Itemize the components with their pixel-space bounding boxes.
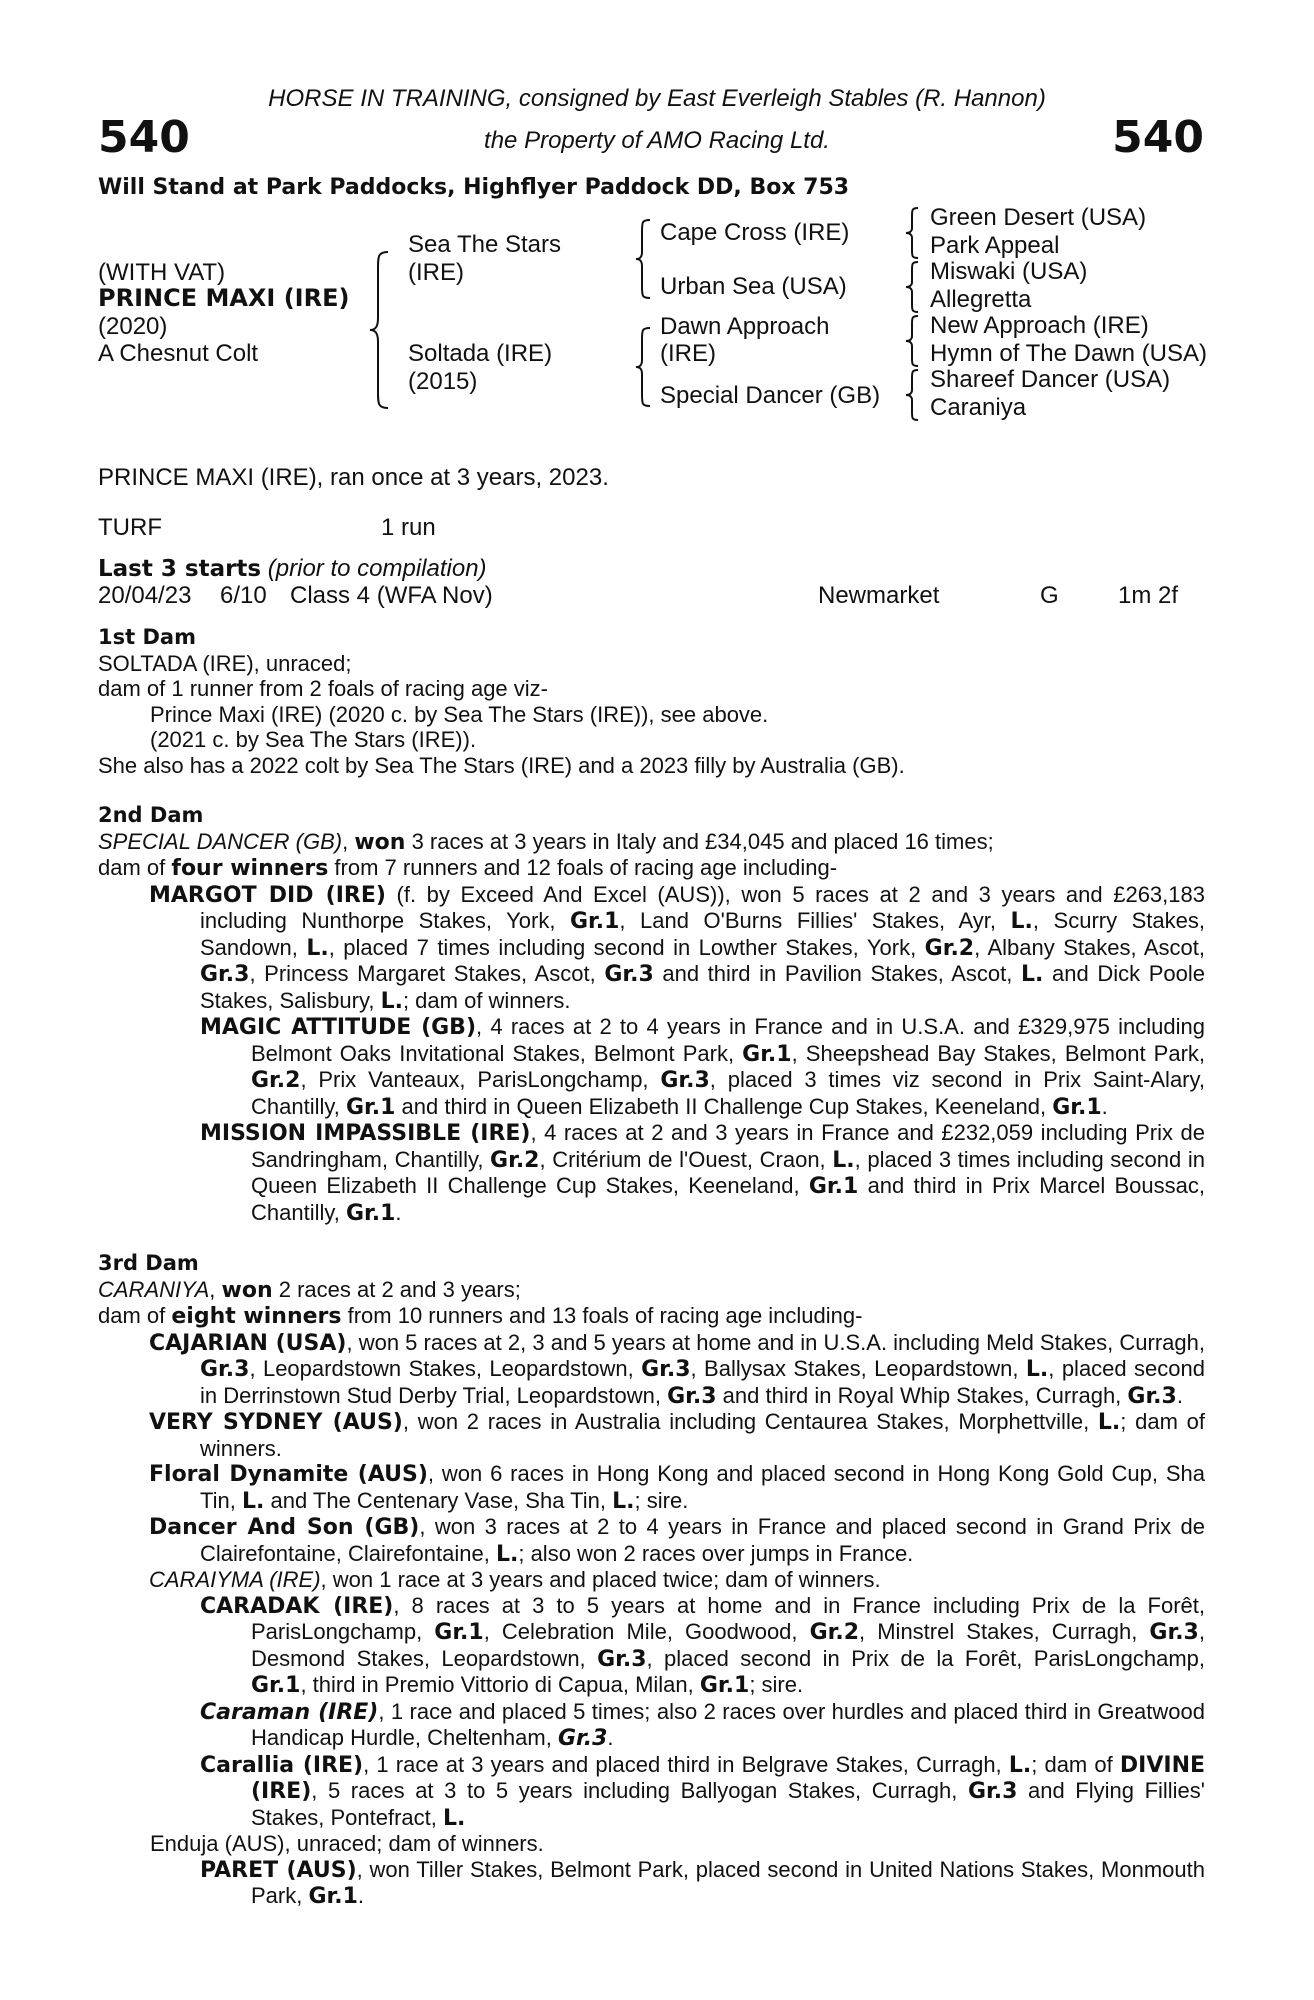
progeny-entry: VERY SYDNEY (AUS), won 2 races in Australia including Centaurea Stakes, Morphettville, L.; dam of winners.: [149, 1409, 1206, 1461]
ancestor-6: Hymn of The Dawn (USA): [930, 340, 1207, 367]
dam-sire-line1: Dawn Approach: [660, 313, 830, 340]
start-distance: 1m 2f: [1118, 582, 1179, 609]
g-brace-2-icon: [904, 260, 920, 314]
property-line: the Property of AMO Racing Ltd.: [484, 127, 830, 154]
lot-number-left: 540: [98, 112, 190, 163]
sire-dam: Urban Sea (USA): [660, 273, 847, 300]
dam-line1: Soltada (IRE): [408, 340, 553, 367]
progeny-entry: Caraman (IRE), 1 race and placed 5 times; also 2 races over hurdles and placed third in Greatwood Handicap Hurdle, Cheltenham, Gr.3.: [200, 1698, 1205, 1751]
ancestor-1: Green Desert (USA): [930, 204, 1147, 231]
progeny-entry: PARET (AUS), won Tiller Stakes, Belmont Park, placed second in United Nations Stakes, Monmouth Park, Gr.1.: [200, 1856, 1205, 1909]
g-brace-4-icon: [904, 368, 920, 422]
g-brace-1-icon: [904, 206, 920, 260]
ancestor-2: Park Appeal: [930, 232, 1060, 259]
third-dam-heading: 3rd Dam: [98, 1251, 199, 1275]
first-dam-line: SOLTADA (IRE), unraced;: [98, 650, 352, 676]
stand-location: Will Stand at Park Paddocks, Highflyer Paddock DD, Box 753: [98, 175, 850, 200]
start-class: Class 4 (WFA Nov): [290, 582, 493, 609]
ancestor-8: Caraniya: [930, 394, 1027, 421]
horse-description: A Chesnut Colt: [98, 340, 259, 367]
lot-number-right: 540: [1112, 112, 1204, 163]
start-date: 20/04/23: [98, 582, 192, 609]
progeny-entry: CARADAK (IRE), 8 races at 3 to 5 years at home and in France including Prix de la Forêt, ParisLongchamp, Gr.1, Celebration Mile, Goodwood, Gr.2, Minstrel Stakes, Curragh, Gr.3, Desmond Stakes, Leopardstown, Gr.3, placed second in Prix de la Forêt, ParisLongchamp, Gr.1, third in Premio Vittorio di Capua, Milan, Gr.1; sire.: [200, 1592, 1205, 1698]
third-dam-produce: dam of eight winners from 10 runners and 13 foals of racing age including-: [98, 1303, 863, 1329]
sire-line1: Sea The Stars: [408, 231, 561, 258]
progeny-entry: Carallia (IRE), 1 race at 3 years and placed third in Belgrave Stakes, Curragh, L.; dam of DIVINE (IRE), 5 races at 3 to 5 years including Ballyogan Stakes, Curragh, Gr.3 and Flying Fillies' Stakes, Pontefract, L.: [200, 1751, 1206, 1831]
first-dam-line: She also has a 2022 colt by Sea The Stars (IRE) and a 2023 filly by Australia (GB).: [98, 752, 905, 778]
first-dam-line: dam of 1 runner from 2 foals of racing age viz-: [98, 676, 548, 701]
ancestor-4: Allegretta: [930, 286, 1032, 313]
main-brace-icon: [368, 250, 392, 410]
last-starts-heading: Last 3 starts (prior to compilation): [98, 555, 487, 582]
turf-runs: 1 run: [381, 514, 436, 541]
progeny-entry: CAJARIAN (USA), won 5 races at 2, 3 and 5 years at home and in U.S.A. including Meld Stakes, Curragh, Gr.3, Leopardstown Stakes, Leopardstown, Gr.3, Ballysax Stakes, Leopardstown, L., placed second in Derrinstown Stud Derby Trial, Leopardstown, Gr.3 and third in Royal Whip Stakes, Curragh, Gr.3.: [149, 1329, 1206, 1409]
progeny-entry: MISSION IMPASSIBLE (IRE), 4 races at 2 and 3 years in France and £232,059 including Prix de Sandringham, Chantilly, Gr.2, Critérium de l'Ouest, Craon, L., placed 3 times including second in Queen Elizabeth II Challenge Cup Stakes, Keeneland, Gr.1 and third in Prix Marcel Boussac, Chantilly, Gr.1.: [200, 1120, 1205, 1226]
dam-history: [98, 625, 1205, 1910]
turf-label: TURF: [98, 514, 162, 541]
dam-line2: (2015): [408, 368, 478, 395]
first-dam-heading: 1st Dam: [98, 625, 196, 649]
consignor-line: HORSE IN TRAINING, consigned by East Everleigh Stables (R. Hannon): [268, 85, 1046, 112]
horse-year: (2020): [98, 313, 168, 340]
g-brace-3-icon: [904, 314, 920, 368]
progeny-entry: CARAIYMA (IRE), won 1 race at 3 years and placed twice; dam of winners.: [149, 1567, 881, 1592]
dam-sire-line2: (IRE): [660, 340, 716, 367]
sire-sire: Cape Cross (IRE): [660, 219, 850, 246]
sire-brace-icon: [634, 218, 652, 300]
progeny-entry: MAGIC ATTITUDE (GB), 4 races at 2 to 4 years in France and in U.S.A. and £329,975 including Belmont Oaks Invitational Stakes, Belmont Park, Gr.1, Sheepshead Bay Stakes, Belmont Park, Gr.2, Prix Vanteaux, ParisLongchamp, Gr.3, placed 3 times viz second in Prix Saint-Alary, Chantilly, Gr.1 and third in Queen Elizabeth II Challenge Cup Stakes, Keeneland, Gr.1.: [200, 1014, 1206, 1120]
progeny-entry: Dancer And Son (GB), won 3 races at 2 to 4 years in France and placed second in Grand Prix de Clairefontaine, Clairefontaine, L.; also won 2 races over jumps in France.: [149, 1514, 1205, 1567]
start-going: G: [1040, 582, 1059, 609]
dam-brace-icon: [634, 326, 652, 408]
second-dam-heading: 2nd Dam: [98, 803, 204, 827]
ancestor-5: New Approach (IRE): [930, 312, 1149, 339]
progeny-entry: Enduja (AUS), unraced; dam of winners.: [150, 1831, 544, 1856]
progeny-entry: MARGOT DID (IRE) (f. by Exceed And Excel (AUS)), won 5 races at 2 and 3 years and £263,183 including Nunthorpe Stakes, York, Gr.1, Land O'Burns Fillies' Stakes, Ayr, L., Scurry Stakes, Sandown, L., placed 7 times including second in Lowther Stakes, York, Gr.2, Albany Stakes, Ascot, Gr.3, Princess Margaret Stakes, Ascot, Gr.3 and third in Pavilion Stakes, Ascot, L. and Dick Poole Stakes, Salisbury, L.; dam of winners.: [149, 881, 1205, 1014]
second-dam-produce: dam of four winners from 7 runners and 12 foals of racing age including-: [98, 855, 838, 881]
sire-line2: (IRE): [408, 259, 464, 286]
ancestor-3: Miswaki (USA): [930, 258, 1088, 285]
third-dam-record: CARANIYA, won 2 races at 2 and 3 years;: [98, 1276, 521, 1303]
horse-name: PRINCE MAXI (IRE): [98, 284, 350, 312]
start-position: 6/10: [220, 582, 267, 609]
dam-dam: Special Dancer (GB): [660, 382, 881, 409]
start-course: Newmarket: [818, 582, 940, 609]
race-summary: PRINCE MAXI (IRE), ran once at 3 years, 2023.: [98, 464, 609, 491]
second-dam-record: SPECIAL DANCER (GB), won 3 races at 3 years in Italy and £34,045 and placed 16 times;: [98, 828, 994, 855]
first-dam-foal: Prince Maxi (IRE) (2020 c. by Sea The Stars (IRE)), see above.: [150, 701, 769, 727]
ancestor-7: Shareef Dancer (USA): [930, 366, 1171, 393]
vat-label: (WITH VAT): [98, 259, 226, 286]
first-dam-foal: (2021 c. by Sea The Stars (IRE)).: [150, 727, 477, 752]
progeny-entry: Floral Dynamite (AUS), won 6 races in Hong Kong and placed second in Hong Kong Gold Cup, Sha Tin, L. and The Centenary Vase, Sha Tin, L.; sire.: [149, 1461, 1205, 1514]
